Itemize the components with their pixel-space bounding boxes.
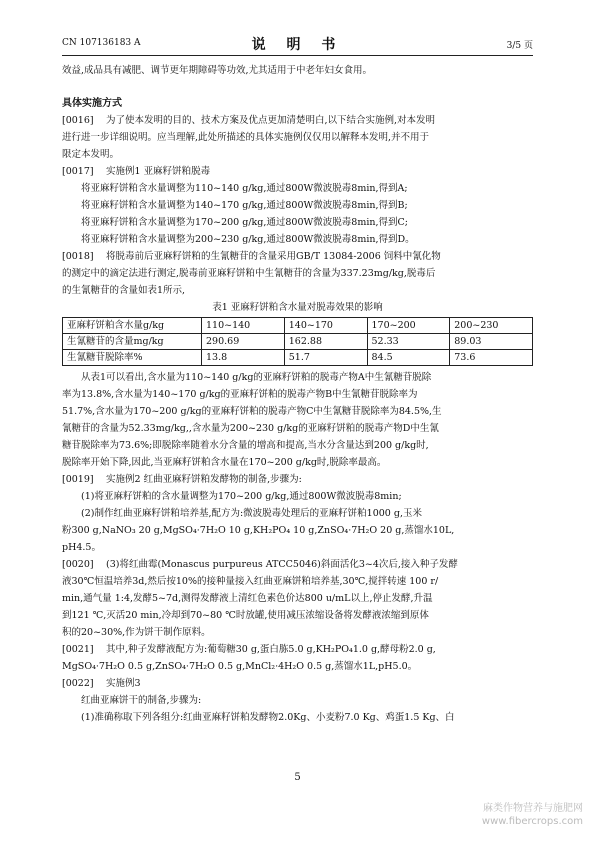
text-block-top bbox=[62, 62, 533, 299]
table-cell: 110~140 bbox=[202, 318, 285, 334]
table-cell: 89.03 bbox=[450, 334, 533, 350]
line-text: 率为13.8%,含水量为140~170 g/kg的亚麻籽饼粕的脱毒产物B中生氰糖苷脱除率为 bbox=[62, 389, 418, 400]
text-line bbox=[62, 163, 533, 180]
table-cell: 13.8 bbox=[202, 350, 285, 366]
text-line bbox=[62, 522, 533, 539]
text-line bbox=[62, 146, 533, 163]
table-cell: 84.5 bbox=[367, 350, 450, 366]
header-rule bbox=[62, 55, 533, 56]
table-cell: 170~200 bbox=[367, 318, 450, 334]
paragraph-number: [0018] bbox=[62, 251, 94, 262]
line-text: 到121 ℃,灭活20 min,冷却到70~80 ℃时放罐,使用减压浓缩设备将发酵液浓缩到原体 bbox=[62, 610, 429, 621]
data-table bbox=[62, 317, 533, 366]
table-cell: 162.88 bbox=[284, 334, 367, 350]
line-text: 脱除率开始下降,因此,当亚麻籽饼粕含水量在170~200 g/kg时,脱除率最高。 bbox=[62, 457, 387, 468]
publication-number: CN 107136183 A bbox=[62, 38, 141, 48]
text-line bbox=[62, 62, 533, 79]
text-line bbox=[62, 129, 533, 146]
table-cell: 生氰糖苷脱除率% bbox=[63, 350, 202, 366]
text-line bbox=[62, 197, 533, 214]
text-line bbox=[62, 437, 533, 454]
line-text: 限定本发明。 bbox=[62, 149, 120, 160]
line-text: 具体实施方式 bbox=[62, 98, 122, 109]
watermark-line-2: www.fibercrops.com bbox=[481, 816, 583, 827]
table-cell: 52.33 bbox=[367, 334, 450, 350]
watermark bbox=[482, 802, 583, 828]
text-line bbox=[62, 265, 533, 282]
watermark-line-1: 麻类作物营养与施肥网 bbox=[483, 803, 583, 814]
line-text: MgSO₄·7H₂O 0.5 g,ZnSO₄·7H₂O 0.5 g,MnCl₂·4H₂O 0.5 g,蒸馏水1L,pH5.0。 bbox=[62, 661, 418, 672]
line-text: 将脱毒前后亚麻籽饼粕的生氰糖苷的含量采用GB/T 13084-2006 饲料中氰化物 bbox=[106, 251, 441, 262]
text-line bbox=[62, 180, 533, 197]
text-line bbox=[62, 505, 533, 522]
text-line bbox=[62, 607, 533, 624]
text-line bbox=[62, 386, 533, 403]
line-text: 将亚麻籽饼粕含水量调整为200~230 g/kg,通过800W微波脱毒8min,得到D。 bbox=[81, 234, 415, 245]
paragraph-number: [0019] bbox=[62, 474, 94, 485]
text-line bbox=[62, 624, 533, 641]
text-line bbox=[62, 454, 533, 471]
line-text: 实施例3 bbox=[106, 678, 141, 689]
line-text: 的生氰糖苷的含量如表1所示, bbox=[62, 285, 186, 296]
line-text: 其中,种子发酵液配方为:葡萄糖30 g,蛋白胨5.0 g,KH₂PO₄1.0 g,酵母粉2.0 g, bbox=[106, 644, 436, 655]
line-text: 氰糖苷的含量为52.33mg/kg,,含水量为200~230 g/kg的亚麻籽饼粕的脱毒产物D中生氰 bbox=[62, 423, 439, 434]
text-line bbox=[62, 556, 533, 573]
text-line bbox=[62, 539, 533, 556]
text-block-bottom bbox=[62, 369, 533, 726]
text-line bbox=[62, 369, 533, 386]
text-line bbox=[62, 641, 533, 658]
table-cell: 亚麻籽饼粕含水量g/kg bbox=[63, 318, 202, 334]
line-text: 从表1可以看出,含水量为110~140 g/kg的亚麻籽饼粕的脱毒产物A中生氰糖苷脱除 bbox=[81, 372, 432, 383]
line-text: 进行进一步详细说明。应当理解,此处所描述的具体实施例仅仅用以解释本发明,并不用于 bbox=[62, 132, 430, 143]
line-text: (3)将红曲霉(Monascus purpureus ATCC5046)斜面活化3~4次后,接入种子发酵 bbox=[106, 559, 458, 570]
paragraph-number: [0022] bbox=[62, 678, 94, 689]
text-line bbox=[62, 95, 533, 112]
text-line bbox=[62, 573, 533, 590]
text-line bbox=[62, 471, 533, 488]
line-text: 实施例1 亚麻籽饼粕脱毒 bbox=[106, 166, 211, 177]
line-text: 的测定中的滴定法进行测定,脱毒前亚麻籽饼粕中生氰糖苷的含量为337.23mg/kg,脱毒后 bbox=[62, 268, 436, 279]
text-line bbox=[62, 282, 533, 299]
line-text: 为了使本发明的目的、技术方案及优点更加清楚明白,以下结合实施例,对本发明 bbox=[106, 115, 436, 126]
line-text: 效益,成品具有减肥、调节更年期障碍等功效,尤其适用于中老年妇女食用。 bbox=[62, 65, 373, 76]
table-caption: 表1 亚麻籽饼粕含水量对脱毒效果的影响 bbox=[212, 302, 383, 313]
line-text: 实施例2 红曲亚麻籽饼粕发酵物的制备,步骤为: bbox=[106, 474, 302, 485]
line-text: 粉300 g,NaNO₃ 20 g,MgSO₄·7H₂O 10 g,KH₂PO₄ 10 g,ZnSO₄·7H₂O 20 g,蒸馏水10L, bbox=[62, 525, 455, 536]
line-text: 糖苷脱除率为73.6%;即脱除率随着水分含量的增高和提高,当水分含量达到200 g/kg时, bbox=[62, 440, 429, 451]
table-row bbox=[63, 334, 533, 350]
table-cell: 200~230 bbox=[450, 318, 533, 334]
text-line bbox=[62, 692, 533, 709]
paragraph-number: [0017] bbox=[62, 166, 94, 177]
line-text: (2)制作红曲亚麻籽饼粕培养基,配方为:微波脱毒处理后的亚麻籽饼粕1000 g,玉米 bbox=[81, 508, 422, 519]
table-row bbox=[63, 350, 533, 366]
text-line bbox=[62, 675, 533, 692]
text-line bbox=[62, 112, 533, 129]
table-cell: 51.7 bbox=[284, 350, 367, 366]
page-number: 5 bbox=[294, 772, 301, 783]
page-header bbox=[62, 34, 533, 54]
line-text: 将亚麻籽饼粕含水量调整为110~140 g/kg,通过800W微波脱毒8min,得到A; bbox=[81, 183, 408, 194]
page-of-total: 3/5 页 bbox=[506, 41, 533, 51]
paragraph-number: [0020] bbox=[62, 559, 94, 570]
paragraph-number: [0021] bbox=[62, 644, 94, 655]
table-cell: 73.6 bbox=[450, 350, 533, 366]
line-text: 将亚麻籽饼粕含水量调整为140~170 g/kg,通过800W微波脱毒8min,得到B; bbox=[81, 200, 408, 211]
text-line bbox=[62, 488, 533, 505]
line-text: 液30℃恒温培养3d,然后按10%的接种量接入红曲亚麻饼粕培养基,30℃,搅拌转速 100 r/ bbox=[62, 576, 439, 587]
text-line bbox=[62, 420, 533, 437]
line-text: (1)准确称取下列各组分:红曲亚麻籽饼粕发酵物2.0Kg、小麦粉7.0 Kg、鸡蛋1.5 Kg、白 bbox=[81, 712, 455, 723]
document-title: 说 明 书 bbox=[251, 37, 344, 53]
table-cell: 140~170 bbox=[284, 318, 367, 334]
text-line bbox=[62, 248, 533, 265]
line-text: 51.7%,含水量为170~200 g/kg的亚麻籽饼粕的脱毒产物C中生氰糖苷脱除率为84.5%,生 bbox=[62, 406, 442, 417]
text-line bbox=[62, 214, 533, 231]
line-text: 红曲亚麻饼干的制备,步骤为: bbox=[81, 695, 202, 706]
line-text: 将亚麻籽饼粕含水量调整为170~200 g/kg,通过800W微波脱毒8min,得到C; bbox=[81, 217, 408, 228]
text-line bbox=[62, 590, 533, 607]
table-row bbox=[63, 318, 533, 334]
table-cell: 生氰糖苷的含量mg/kg bbox=[63, 334, 202, 350]
line-text: 积的20~30%,作为饼干制作原料。 bbox=[62, 627, 211, 638]
line-text: pH4.5。 bbox=[62, 542, 101, 553]
text-line bbox=[62, 231, 533, 248]
table-cell: 290.69 bbox=[202, 334, 285, 350]
line-text: (1)将亚麻籽饼粕的含水量调整为170~200 g/kg,通过800W微波脱毒8min; bbox=[81, 491, 402, 502]
text-line bbox=[62, 709, 533, 726]
text-line bbox=[62, 403, 533, 420]
text-line bbox=[62, 658, 533, 675]
paragraph-number: [0016] bbox=[62, 115, 94, 126]
document-body bbox=[62, 62, 533, 726]
line-text: min,通气量 1:4,发酵5~7d,测得发酵液上清红色素色价达800 u/mL以上,停止发酵,升温 bbox=[62, 593, 433, 604]
